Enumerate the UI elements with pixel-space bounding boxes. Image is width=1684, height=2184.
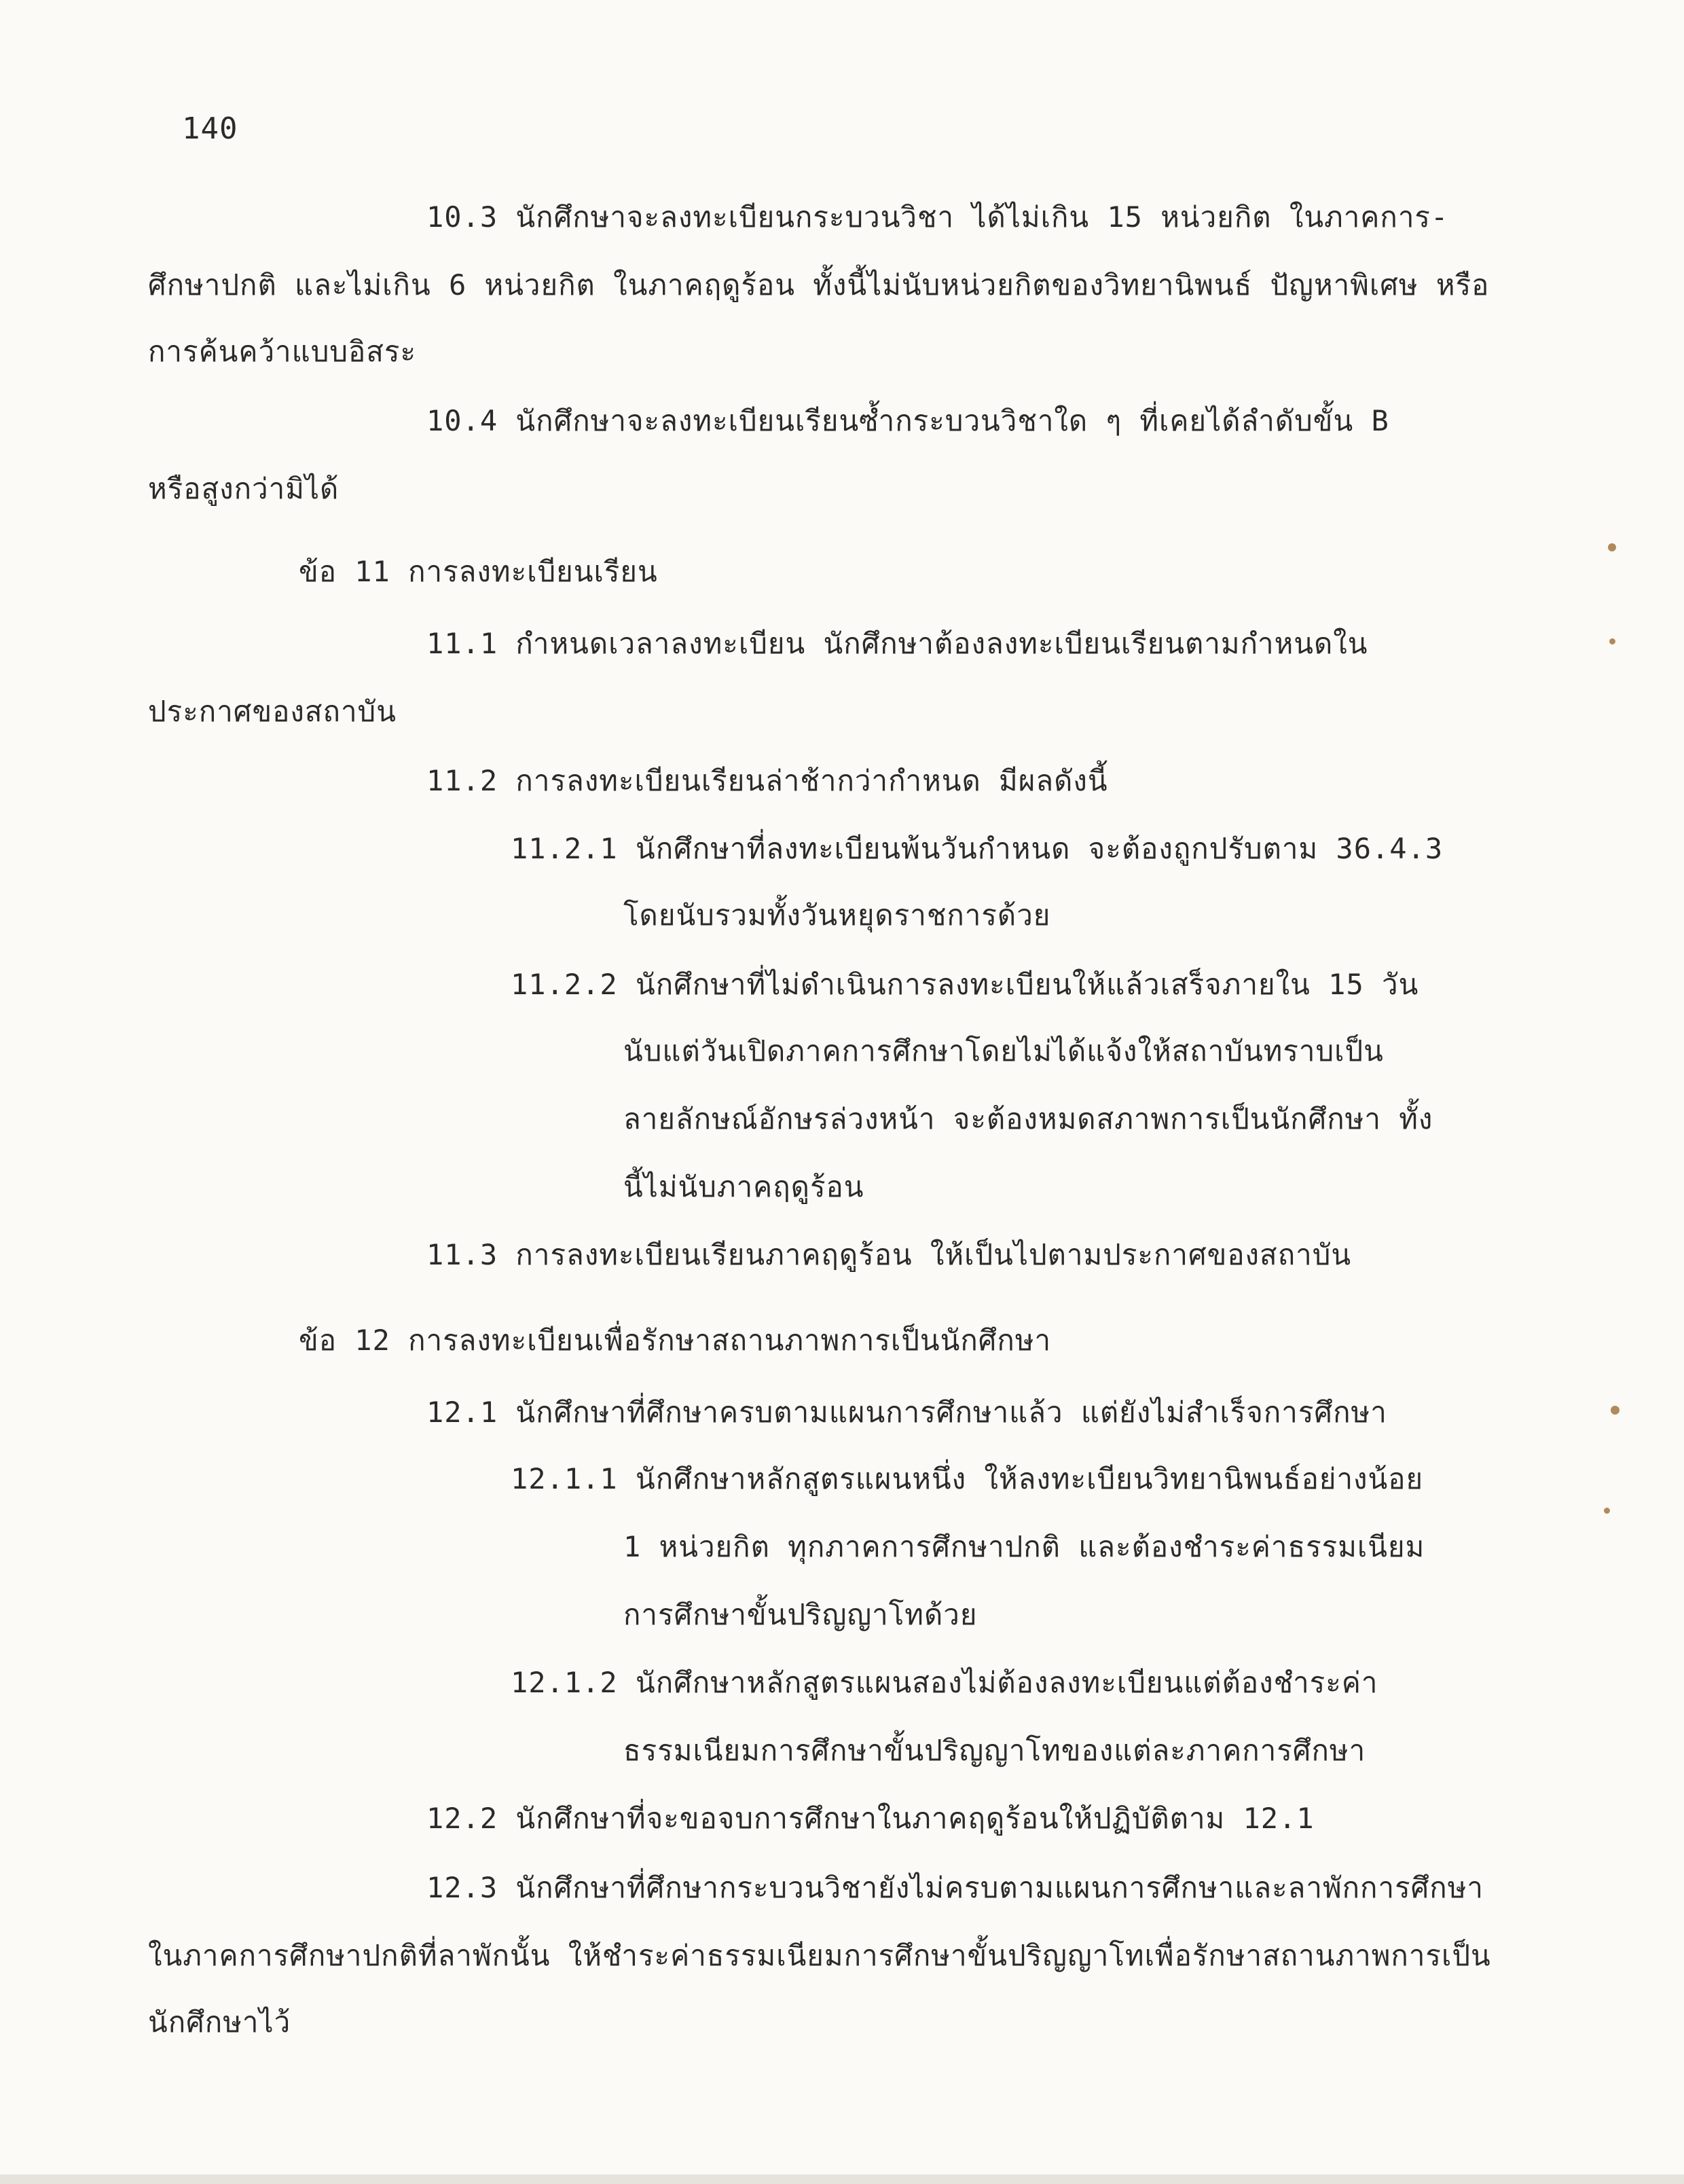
- paragraph-10-3-line-1: 10.3 นักศึกษาจะลงทะเบียนกระบวนวิชา ได้ไม่เกิน 15 หน่วยกิต ในภาคการ-: [426, 200, 1449, 234]
- paragraph-11-2-2-line-3: ลายลักษณ์อักษรล่วงหน้า จะต้องหมดสภาพการเป็นนักศึกษา ทั้ง: [623, 1102, 1433, 1135]
- paper-speck: [1611, 1406, 1619, 1415]
- page-bottom-edge: [0, 2174, 1684, 2184]
- paragraph-10-3-line-3: การค้นคว้าแบบอิสระ: [148, 335, 417, 368]
- paper-speck: [1609, 638, 1615, 644]
- paragraph-11-2-1-line-2: โดยนับรวมทั้งวันหยุดราชการด้วย: [623, 898, 1051, 932]
- paragraph-11-1-line-1: 11.1 กำหนดเวลาลงทะเบียน นักศึกษาต้องลงทะเบียนเรียนตามกำหนดใน: [426, 627, 1368, 660]
- paragraph-12-1-line-1: 12.1 นักศึกษาที่ศึกษาครบตามแผนการศึกษาแล้ว แต่ยังไม่สำเร็จการศึกษา: [426, 1396, 1387, 1429]
- paragraph-12-2-line-1: 12.2 นักศึกษาที่จะขอจบการศึกษาในภาคฤดูร้อนให้ปฏิบัติตาม 12.1: [426, 1802, 1315, 1835]
- paragraph-11-2-1-line-1: 11.2.1 นักศึกษาที่ลงทะเบียนพ้นวันกำหนด จะต้องถูกปรับตาม 36.4.3: [511, 832, 1444, 865]
- paragraph-12-1-2-line-2: ธรรมเนียมการศึกษาขั้นปริญญาโทของแต่ละภาคการศึกษา: [623, 1734, 1366, 1767]
- paragraph-11-3-line-1: 11.3 การลงทะเบียนเรียนภาคฤดูร้อน ให้เป็นไปตามประกาศของสถาบัน: [426, 1238, 1352, 1271]
- paragraph-11-2-2-line-1: 11.2.2 นักศึกษาที่ไม่ดำเนินการลงทะเบียนให้แล้วเสร็จภายใน 15 วัน: [511, 968, 1419, 1001]
- section-11-heading: ข้อ 11 การลงทะเบียนเรียน: [299, 555, 658, 588]
- paragraph-10-4-line-2: หรือสูงกว่ามิได้: [148, 472, 340, 505]
- paper-speck: [1608, 543, 1616, 551]
- paragraph-12-3-line-1: 12.3 นักศึกษาที่ศึกษากระบวนวิชายังไม่ครบตามแผนการศึกษาและลาพักการศึกษา: [426, 1871, 1484, 1904]
- paragraph-11-2-2-line-4: นี้ไม่นับภาคฤดูร้อน: [623, 1170, 864, 1203]
- page-number: 140: [182, 111, 238, 146]
- paragraph-12-1-1-line-3: การศึกษาขั้นปริญญาโทด้วย: [623, 1598, 978, 1631]
- paragraph-11-2-line-1: 11.2 การลงทะเบียนเรียนล่าช้ากว่ากำหนด มีผลดังนี้: [426, 764, 1108, 797]
- paragraph-10-4-line-1: 10.4 นักศึกษาจะลงทะเบียนเรียนซ้ำกระบวนวิชาใด ๆ ที่เคยได้ลำดับขั้น B: [426, 404, 1389, 437]
- paragraph-11-1-line-2: ประกาศของสถาบัน: [148, 695, 397, 728]
- paragraph-10-3-line-2: ศึกษาปกติ และไม่เกิน 6 หน่วยกิต ในภาคฤดูร้อน ทั้งนี้ไม่นับหน่วยกิตของวิทยานิพนธ์ ปัญหาพิเศษ หรือ: [148, 268, 1490, 302]
- section-12-heading: ข้อ 12 การลงทะเบียนเพื่อรักษาสถานภาพการเป็นนักศึกษา: [299, 1324, 1052, 1357]
- paper-speck: [1604, 1508, 1610, 1514]
- paragraph-12-3-line-3: นักศึกษาไว้: [148, 2005, 291, 2039]
- paragraph-11-2-2-line-2: นับแต่วันเปิดภาคการศึกษาโดยไม่ได้แจ้งให้สถาบันทราบเป็น: [623, 1034, 1384, 1068]
- paragraph-12-1-1-line-1: 12.1.1 นักศึกษาหลักสูตรแผนหนึ่ง ให้ลงทะเบียนวิทยานิพนธ์อย่างน้อย: [511, 1462, 1424, 1495]
- paragraph-12-1-2-line-1: 12.1.2 นักศึกษาหลักสูตรแผนสองไม่ต้องลงทะเบียนแต่ต้องชำระค่า: [511, 1666, 1378, 1699]
- paragraph-12-3-line-2: ในภาคการศึกษาปกติที่ลาพักนั้น ให้ชำระค่าธรรมเนียมการศึกษาขั้นปริญญาโทเพื่อรักษาสถานภาพการเป็น: [148, 1939, 1491, 1972]
- paragraph-12-1-1-line-2: 1 หน่วยกิต ทุกภาคการศึกษาปกติ และต้องชำระค่าธรรมเนียม: [623, 1530, 1425, 1563]
